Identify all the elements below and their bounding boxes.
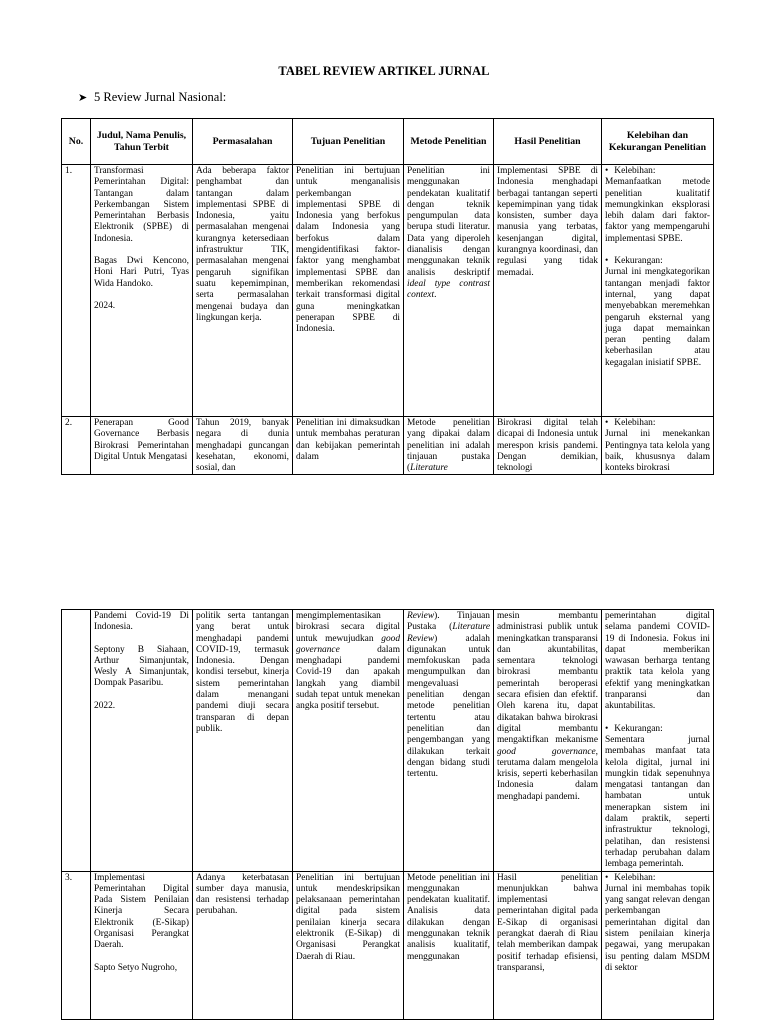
kekurangan-label: • Kekurangan: bbox=[605, 256, 710, 267]
review-table-page-1 bbox=[61, 118, 714, 475]
kekurangan-text: Jurnal ini mengkategorikan tantangan menjadi faktor internal, yang dapat menyebabkan meremehkan pengaruh eksternal yang juga dapat memainkan peran penting dalam keberhasilan atau kegagalan inisiatif SPBE. bbox=[605, 267, 710, 368]
tujuan-text: mengimplementasikan birokrasi secara digital untuk mewujudkan bbox=[296, 611, 400, 644]
tahun-text: 2022. bbox=[94, 700, 116, 711]
metode-italic-text: Literature bbox=[410, 463, 448, 474]
header-judul: Judul, Nama Penulis, Tahun Terbit bbox=[91, 119, 193, 165]
row-number-empty bbox=[62, 610, 91, 872]
table-row bbox=[62, 165, 714, 417]
metode-cell: Metode penelitian ini menggunakan pendekatan kualitatif. Analisis data dilakukan dengan menggunakan teknik analisis kualitatif, menggunakan bbox=[404, 871, 494, 1019]
judul-text: Implementasi Pemerintahan Digital Pada Sistem Penilaian Kinerja Secara Elektronik (E-Sikap) Organisasi Perangkat Daerah. bbox=[94, 872, 189, 951]
tujuan-cell: Penelitian ini bertujuan untuk menganalisis perkembangan implementasi SPBE di Indonesia yang berfokus dalam Indonesia yang berfokus dalam mengidentifikasi faktor-faktor yang menghambat implementasi SPBE dan memberikan rekomendasi terkait transformasi digital guna meningkatkan penerapan SPBE di Indonesia. bbox=[293, 165, 404, 417]
kelebihan-cell bbox=[602, 610, 714, 872]
header-no: No. bbox=[62, 119, 91, 165]
tujuan-cell: Penelitian ini bertujuan untuk mendeskripsikan pelaksanaan pemerintahan digital pada sistem penilaian kinerja secara elektronik (E-Sikap) di Organisasi Perangkat Daerah di Riau. bbox=[293, 871, 404, 1019]
penulis-text: Sapto Setyo Nugroho, bbox=[94, 962, 178, 973]
metode-cell bbox=[404, 417, 494, 475]
metode-text: ). Tinjauan Pustaka ( bbox=[407, 611, 490, 633]
metode-end-text: ) adalah digunakan untuk memfokuskan pada mengumpulkan dan mengevaluasi penelitian dengan metode penelitian tertentu atau penelitian dan pengembangan yang dilakukan terkait dengan bidang studi tertentu. bbox=[407, 633, 490, 780]
kelebihan-text: Memanfaatkan metode penelitian kualitatif memungkinkan eksplorasi lebih dalam dari faktor-faktor yang mempengaruhi implementasi SPBE. bbox=[605, 177, 710, 244]
kelebihan-cell bbox=[602, 417, 714, 475]
arrow-bullet-icon: ➤ bbox=[78, 92, 88, 104]
table-header-row bbox=[62, 119, 714, 165]
header-hasil: Hasil Penelitian bbox=[494, 119, 602, 165]
judul-cell: Penerapan Good Governance Berbasis Birokrasi Pemerintahan Digital Untuk Mengatasi bbox=[91, 417, 193, 475]
kekurangan-label: • Kekurangan: bbox=[605, 724, 710, 735]
hasil-cell bbox=[494, 610, 602, 872]
tujuan-cell bbox=[293, 610, 404, 872]
penulis-text: Septony B Siahaan, Arthur Simanjuntak, Wesly A Simanjuntak, Dompak Pasaribu. bbox=[94, 644, 189, 689]
tujuan-italic-text: good governance bbox=[296, 633, 400, 655]
kelebihan-cell bbox=[602, 165, 714, 417]
kelebihan-label: • Kelebihan: bbox=[605, 166, 710, 177]
header-kelebihan: Kelebihan dan Kekurangan Penelitian bbox=[602, 119, 714, 165]
kekurangan-text: Sementara jurnal membahas manfaat tata kelola digital, jurnal ini mungkin tidak sepenuhnya mengatasi tantangan dan hambatan untuk menerapkan sistem ini dalam praktik, seperti infrastruktur teknologi, pelatihan, dan resistensi terhadap perubahan dalam lembaga pemerintah. bbox=[605, 734, 710, 870]
row-number: 3. bbox=[62, 871, 91, 1019]
kelebihan-text: pemerintahan digital selama pandemi COVID-19 di Indonesia. Fokus ini dapat memberikan wawasan berharga tentang praktik tata kelola yang efektif yang meningkatkan tranparansi dan akuntabilitas. bbox=[605, 611, 710, 712]
metode-italic-text: Literature Review bbox=[407, 622, 490, 644]
kelebihan-cell bbox=[602, 871, 714, 1019]
hasil-cell: Implementasi SPBE di Indonesia menghadapi berbagai tantangan seperti kepemimpinan yang tidak konsisten, sumber daya manusia yang terbatas, kesenjangan digital, kurangnya koordinasi, dan regulasi yang tidak memadai. bbox=[494, 165, 602, 417]
row-number: 2. bbox=[62, 417, 91, 475]
header-tujuan: Tujuan Penelitian bbox=[293, 119, 404, 165]
judul-text: Pandemi Covid-19 Di Indonesia. bbox=[94, 611, 189, 633]
header-metode: Metode Penelitian bbox=[404, 119, 494, 165]
row-number: 1. bbox=[62, 165, 91, 417]
permasalahan-cell: Ada beberapa faktor penghambat dan tantangan dalam implementasi SPBE di Indonesia, yaitu permasalahan mengenai kurangnya ketersediaan infrastruktur TIK, permasalahan mengenai pengaruh signifikan suatu kepemimpinan, serta permasalahan mengenai budaya dan lingkungan kerja. bbox=[193, 165, 293, 417]
permasalahan-cell: politik serta tantangan yang berat untuk menghadapi pandemi COVID-19, termasuk Indonesia. Dengan kondisi tersebut, kinerja sistem pemerintahan dalam menangani pandemi diuji secara transparan di depan publik. bbox=[193, 610, 293, 872]
judul-text: Transformasi Pemerintahan Digital: Tantangan dalam Perkembangan Sistem Pemerintahan Berbasis Elektronik (SPBE) di Indonesia. bbox=[94, 166, 189, 244]
metode-italic-text: Review bbox=[407, 611, 435, 621]
tujuan-end-text: dalam menghadapi pandemi Covid-19 dan apakah langkah yang diambil sudah tepat untuk menekan angka positif tersebut. bbox=[296, 644, 400, 712]
judul-cell bbox=[91, 165, 193, 417]
table-row bbox=[62, 871, 714, 1019]
header-permasalahan: Permasalahan bbox=[193, 119, 293, 165]
metode-text: Penelitian ini menggunakan pendekatan kualitatif dengan teknik pengumpulan data berupa studi literatur. Data yang diperoleh dianalisis dengan menggunakan teknik analisis deskriptif bbox=[407, 166, 490, 278]
metode-cell bbox=[404, 165, 494, 417]
judul-cell bbox=[91, 871, 193, 1019]
table-row bbox=[62, 417, 714, 475]
metode-end-text: . bbox=[434, 290, 437, 301]
permasalahan-cell: Tahun 2019, banyak negara di dunia menghadapi guncangan kesehatan, ekonomi, sosial, dan bbox=[193, 417, 293, 475]
hasil-cell: Birokrasi digital telah dicapai di Indonesia untuk merespon krisis pandemi. Dengan demikian, teknologi bbox=[494, 417, 602, 475]
kelebihan-label: • Kelebihan: bbox=[605, 418, 710, 429]
kelebihan-text: Jurnal ini menekankan Pentingnya tata kelola yang baik, khususnya dalam konteks birokrasi bbox=[605, 429, 710, 474]
section-subtitle bbox=[78, 90, 226, 105]
metode-text: Metode penelitian yang dipakai dalam penelitian ini adalah tinjauan pustaka ( bbox=[407, 418, 490, 474]
hasil-end-text: , terutama dalam mengelola krisis, seperti keberhasilan Indonesia dalam menghadapi pandemi. bbox=[497, 746, 598, 802]
subtitle-text: 5 Review Jurnal Nasional: bbox=[94, 90, 227, 104]
hasil-italic-text: good governance bbox=[497, 746, 596, 757]
kelebihan-text: Jurnal ini membahas topik yang sangat relevan dengan perkembangan pemerintahan digital dan sistem penilaian kinerja pegawai, yang merupakan isu penting dalam MSDM di sektor bbox=[605, 883, 710, 973]
page-title: TABEL REVIEW ARTIKEL JURNAL bbox=[278, 64, 490, 78]
hasil-text: mesin membantu administrasi publik untuk meningkatkan transparansi dan akuntabilitas, sementara teknologi birokrasi membantu pemerintah beroperasi secara efisien dan efektif. Oleh karena itu, dapat dikatakan bahwa birokrasi digital membantu mengaktifkan mekanisme bbox=[497, 611, 598, 746]
penulis-text: Bagas Dwi Kencono, Honi Hari Putri, Tyas Wida Handoko. bbox=[94, 256, 189, 289]
judul-cell bbox=[91, 610, 193, 872]
tahun-text: 2024. bbox=[94, 300, 116, 311]
hasil-cell: Hasil penelitian menunjukkan bahwa implementasi pemerintahan digital pada E-Sikap di organisasi perangkat daerah di Riau telah memberikan dampak positif terhadap efisiensi, transparansi, bbox=[494, 871, 602, 1019]
metode-cell bbox=[404, 610, 494, 872]
review-table-page-2 bbox=[61, 609, 714, 1020]
permasalahan-cell: Adanya keterbatasan sumber daya manusia, dan resistensi terhadap perubahan. bbox=[193, 871, 293, 1019]
kelebihan-label: • Kelebihan: bbox=[605, 873, 710, 884]
tujuan-cell: Penelitian ini dimaksudkan untuk membahas peraturan dan kebijakan pemerintah dalam bbox=[293, 417, 404, 475]
metode-italic-text: ideal type contrast context bbox=[407, 278, 490, 301]
table-row bbox=[62, 610, 714, 872]
